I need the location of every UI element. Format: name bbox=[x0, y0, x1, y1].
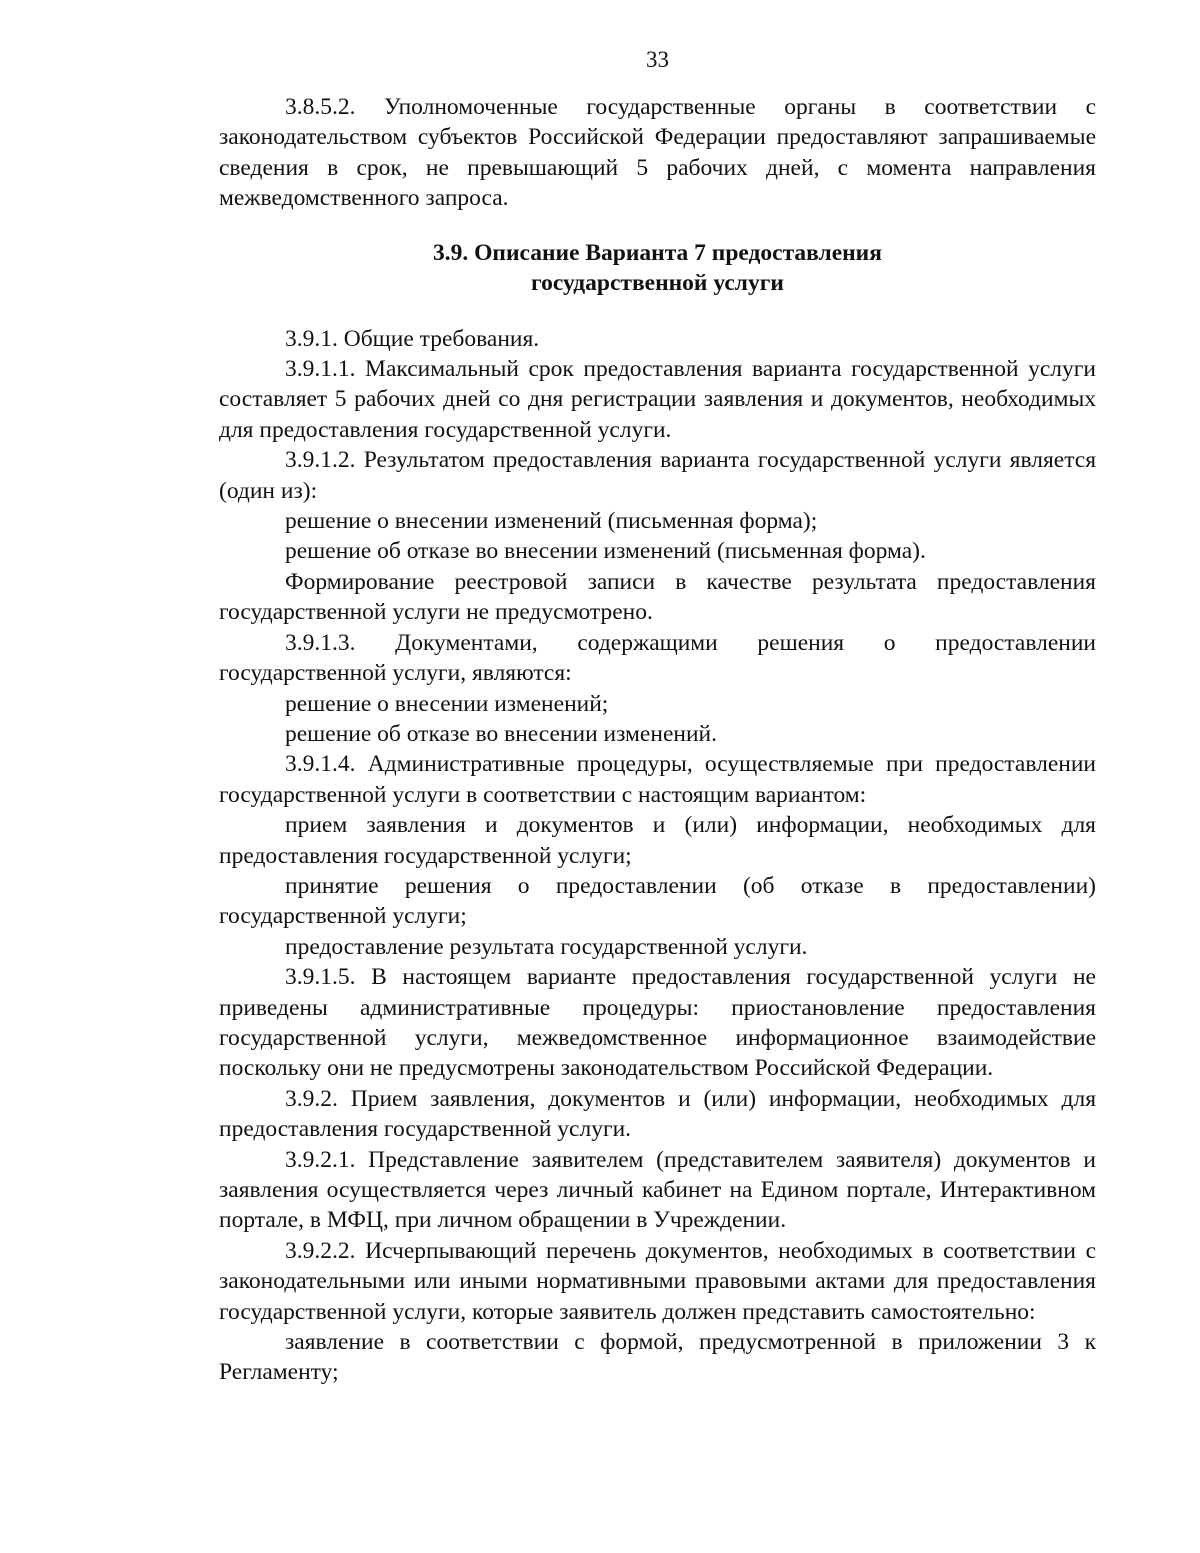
section-heading-line-2: государственной услуги bbox=[531, 269, 784, 296]
intro-text bbox=[219, 92, 1096, 214]
list-item: предоставление результата государственной услуги. bbox=[285, 933, 808, 960]
list-item: решение об отказе во внесении изменений. bbox=[285, 720, 717, 747]
page-number: 33 bbox=[646, 47, 669, 72]
list-item: решение об отказе во внесении изменений (письменная форма). bbox=[285, 538, 926, 565]
paragraph: 3.9.2.2. Исчерпывающий перечень документов, необходимых в соответствии с законодательными или иными нормативными правовыми актами для предоставления государственной услуги, которые заявитель должен представить самостоятельно: bbox=[219, 1237, 1096, 1325]
paragraph: 3.9.2. Прием заявления, документов и (или) информации, необходимых для предоставления государственной услуги. bbox=[219, 1085, 1096, 1143]
paragraph: 3.9.1. Общие требования. bbox=[285, 325, 540, 352]
section-heading bbox=[219, 238, 1096, 298]
paragraph: 3.9.2.1. Представление заявителем (представителем заявителя) документов и заявления осуществляется через личный кабинет на Едином портале, Интерактивном портале, в МФЦ, при личном обращении в Учреждении. bbox=[219, 1146, 1096, 1234]
section-body bbox=[219, 324, 1096, 1388]
paragraph: 3.9.1.1. Максимальный срок предоставления варианта государственной услуги составляет 5 рабочих дней со дня регистрации заявления и документов, необходимых для предоставления государственной услуги. bbox=[219, 356, 1096, 443]
paragraph: Формирование реестровой записи в качестве результата предоставления государственной услуги не предусмотрено. bbox=[219, 568, 1096, 626]
list-item: решение о внесении изменений (письменная форма); bbox=[285, 508, 818, 535]
paragraph: 3.9.1.4. Административные процедуры, осуществляемые при предоставлении государственной услуги в соответствии с настоящим вариантом: bbox=[219, 751, 1096, 808]
section-heading-line-1: 3.9. Описание Варианта 7 предоставления bbox=[433, 239, 882, 266]
paragraph: 3.9.1.3. Документами, содержащими решения о предоставлении государственной услуги, являются: bbox=[219, 629, 1096, 687]
paragraph-3-8-5-2: 3.8.5.2. Уполномоченные государственные органы в соответствии с законодательством субъектов Российской Федерации предоставляют запрашиваемые сведения в срок, не превышающий 5 рабочих дней, с момента направления межведомственного запроса. bbox=[219, 94, 1096, 212]
paragraph: 3.9.1.5. В настоящем варианте предоставления государственной услуги не приведены административные процедуры: приостановление предоставления государственной услуги, межведомственное информационное взаимодействие поскольку они не предусмотрены законодательством Российской Федерации. bbox=[219, 964, 1096, 1082]
list-item: принятие решения о предоставлении (об отказе в предоставлении) государственной услуги; bbox=[219, 872, 1096, 930]
list-item: решение о внесении изменений; bbox=[285, 690, 609, 717]
paragraph: 3.9.1.2. Результатом предоставления варианта государственной услуги является (один из): bbox=[219, 447, 1096, 504]
list-item: заявление в соответствии с формой, предусмотренной в приложении 3 к Регламенту; bbox=[219, 1329, 1096, 1386]
list-item: прием заявления и документов и (или) информации, необходимых для предоставления государственной услуги; bbox=[219, 812, 1096, 869]
